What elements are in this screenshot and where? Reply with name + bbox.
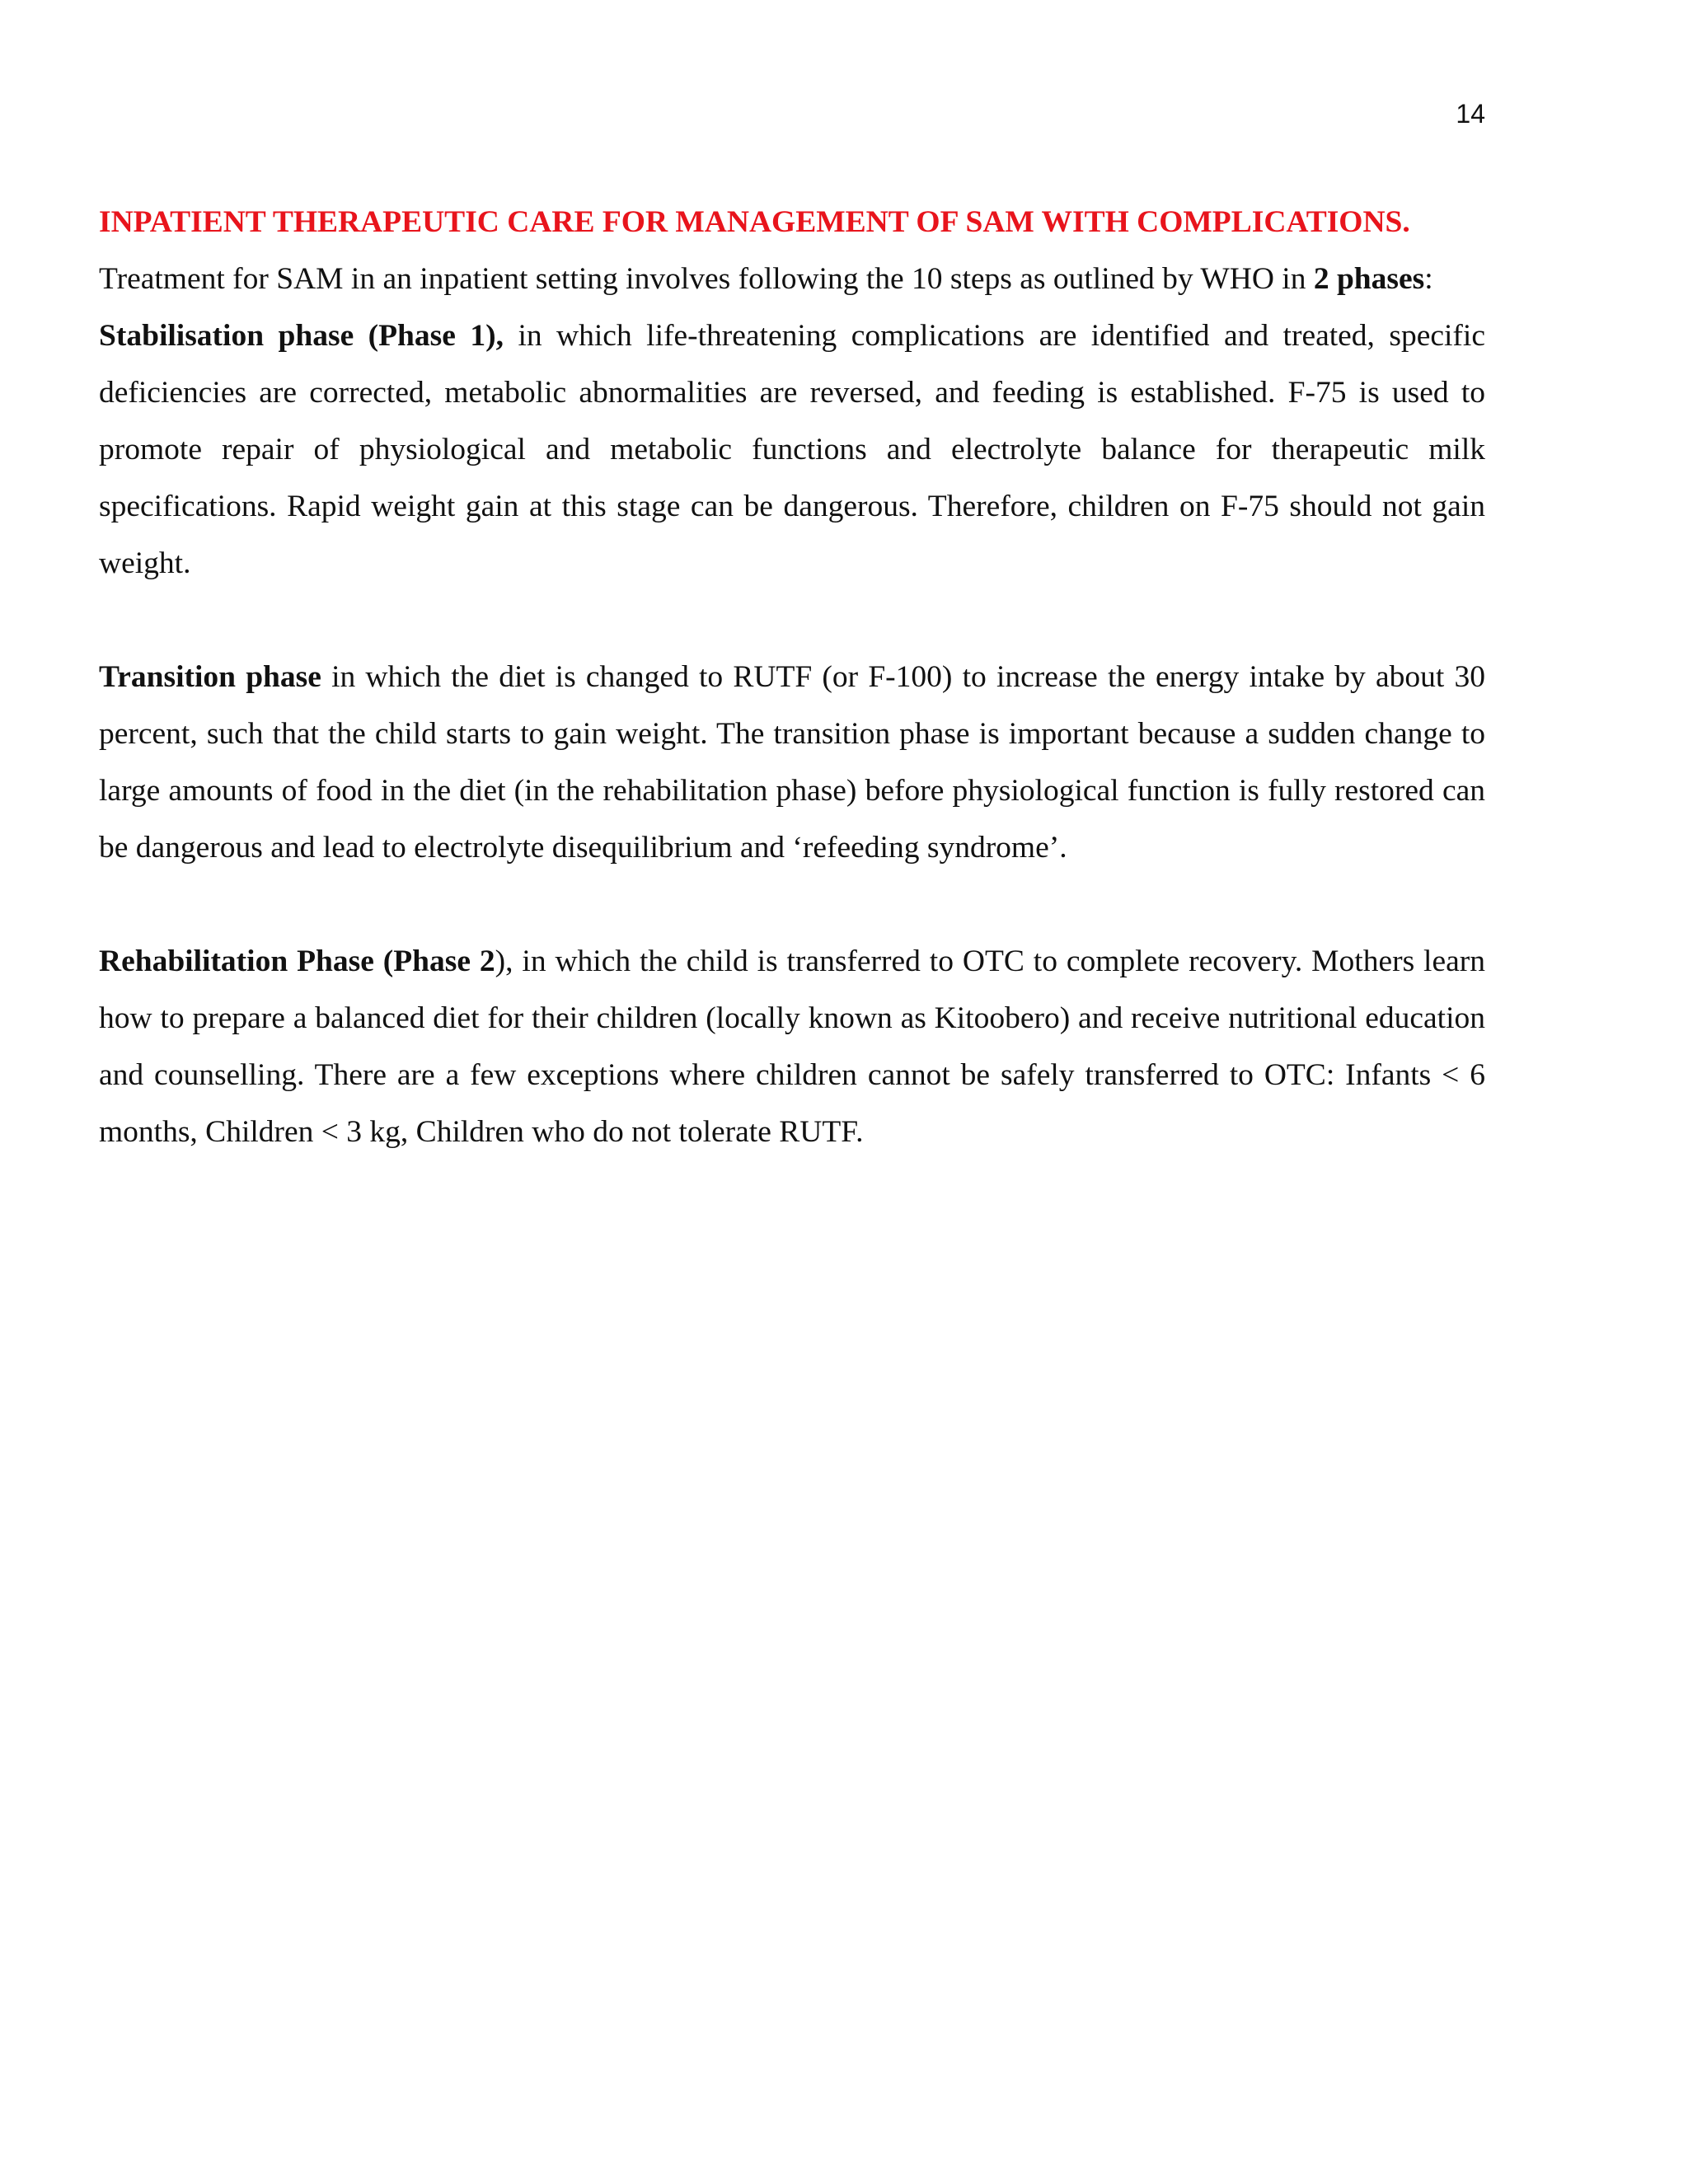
transition-term: Transition phase [99, 660, 321, 694]
intro-tail: : [1424, 262, 1433, 296]
rehabilitation-term: Rehabilitation Phase (Phase 2 [99, 944, 495, 978]
stabilisation-text: in which life-threatening complications are identified and treated, specific deficiencies are corrected, metabolic abnormalities are reversed, and feeding is established. F-75 is used to promote repair of physiological and metabolic functions and electrolyte balance for therapeutic milk specifications. Rapid weight gain at this stage can be dangerous. Therefore, children on F-75 should not gain weight. [99, 319, 1485, 580]
transition-text: in which the diet is changed to RUTF (or F-100) to increase the energy intake by about 30 percent, such that the child starts to gain weight. The transition phase is important because a sudden change to large amounts of food in the diet (in the rehabilitation phase) before physiological function is fully restored can be dangerous and lead to electrolyte disequilibrium and ‘refeeding syndrome’. [99, 660, 1485, 865]
intro-paragraph [99, 251, 1485, 307]
intro-bold-phrase: 2 phases [1313, 262, 1425, 296]
intro-text: Treatment for SAM in an inpatient setting involves following the 10 steps as outlined by WHO in [99, 262, 1314, 296]
stabilisation-term: Stabilisation phase (Phase 1), [99, 319, 504, 353]
rehabilitation-paragraph [99, 933, 1485, 1160]
document-body [99, 194, 1485, 1160]
stabilisation-paragraph [99, 307, 1485, 592]
page-number: 14 [1456, 99, 1485, 129]
rehabilitation-text: ), in which the child is transferred to OTC to complete recovery. Mothers learn how to prepare a balanced diet for their children (locally known as Kitoobero) and receive nutritional education and counselling. There are a few exceptions where children cannot be safely transferred to OTC: Infants < 6 months, Children < 3 kg, Children who do not tolerate RUTF. [99, 944, 1486, 1149]
section-heading: INPATIENT THERAPEUTIC CARE FOR MANAGEMENT OF SAM WITH COMPLICATIONS. [99, 205, 1410, 239]
transition-paragraph [99, 649, 1485, 876]
